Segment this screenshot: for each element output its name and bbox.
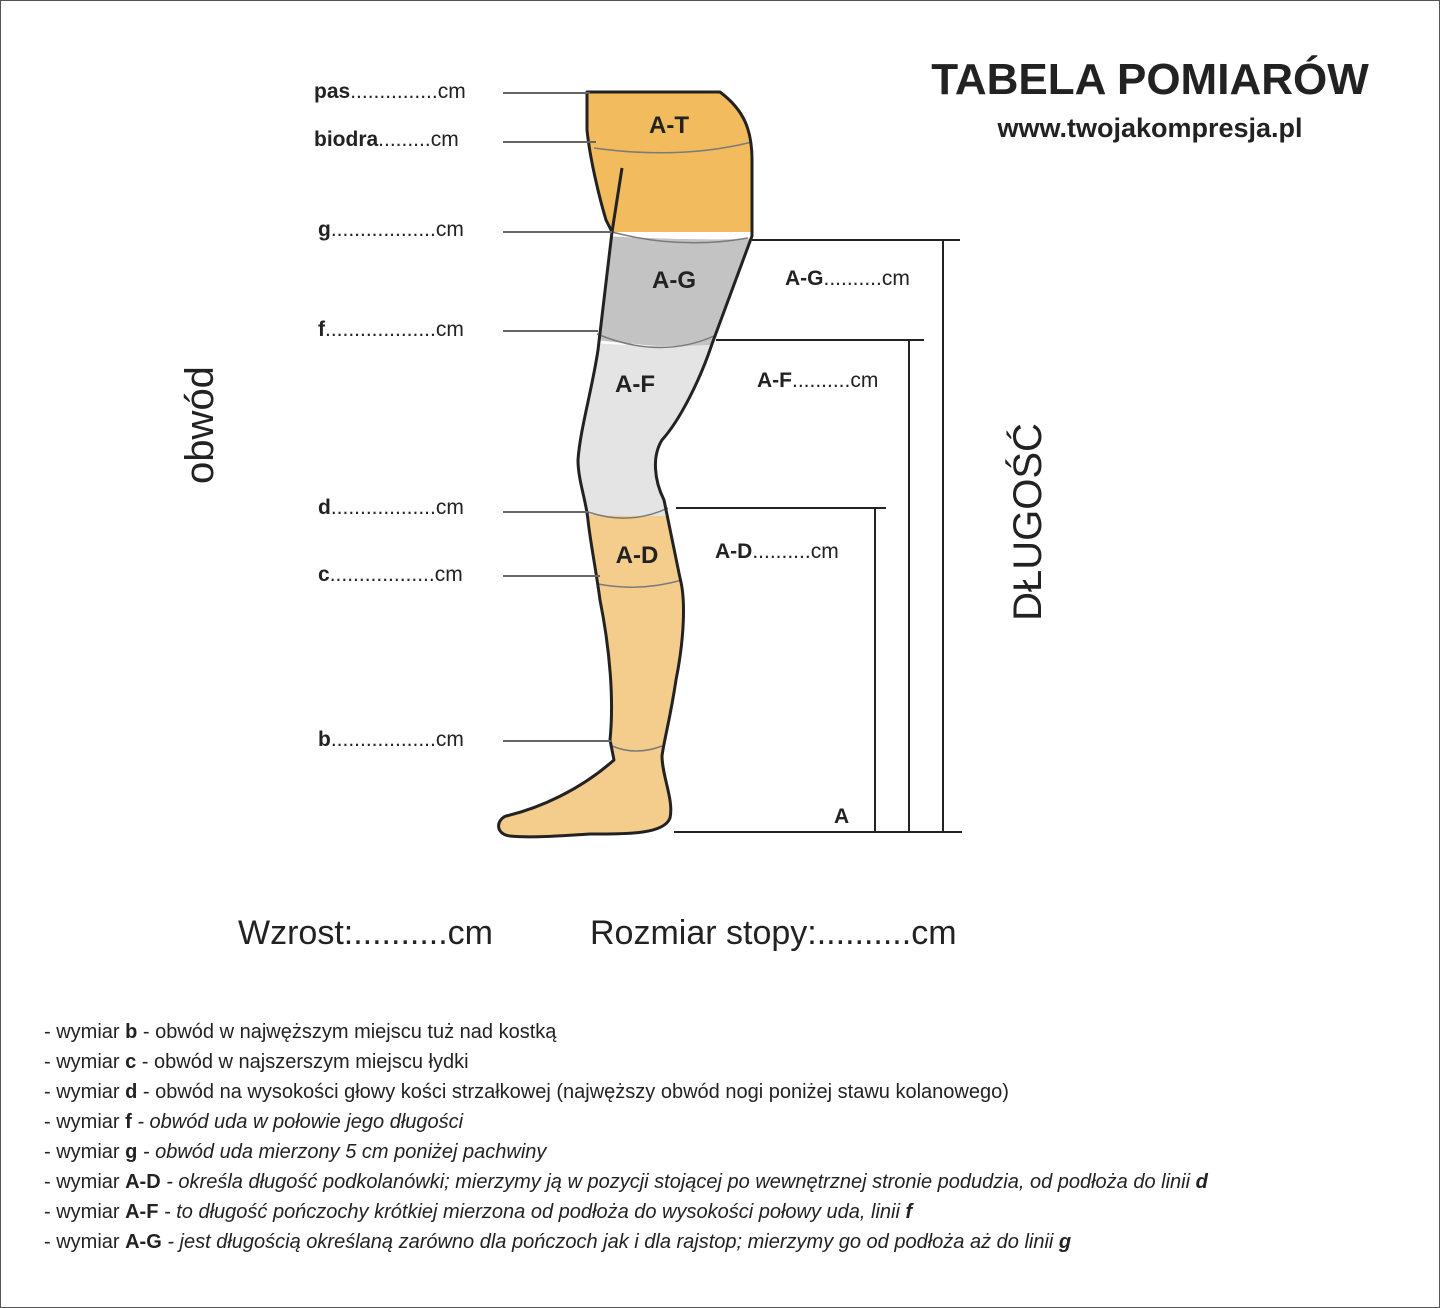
note-b: - wymiar b - obwód w najwęższym miejscu tuż nad kostką	[44, 1021, 557, 1043]
height-field: Wzrost:..........cm	[238, 914, 493, 952]
note-f: - wymiar f - obwód uda w połowie jego długości	[44, 1111, 464, 1133]
floor-label: A	[834, 805, 850, 828]
circ-label-b: b..................cm	[318, 728, 464, 751]
note-a-f: - wymiar A-F - to długość pończochy krótkiej mierzona od podłoża do wysokości połowy uda, linii f	[44, 1201, 913, 1223]
zone-label-ad: A-D	[615, 542, 659, 569]
note-g: - wymiar g - obwód uda mierzony 5 cm poniżej pachwiny	[44, 1141, 547, 1163]
circ-label-c: c..................cm	[318, 563, 463, 586]
axis-label-length: DŁUGOŚĆ	[1006, 423, 1050, 621]
note-c: - wymiar c - obwód w najszerszym miejscu łydki	[44, 1051, 469, 1073]
circumference-labels	[314, 80, 466, 751]
axis-label-circumference: obwód	[178, 366, 222, 484]
circ-label-pas: pas...............cm	[314, 80, 466, 103]
zone-af-fill	[480, 326, 800, 517]
length-label-ag: A-G..........cm	[785, 267, 910, 290]
note-d: - wymiar d - obwód na wysokości głowy kości strzałkowej (najwęższy obwód nogi poniżej stawu kolanowego)	[44, 1081, 1009, 1103]
circ-label-f: f...................cm	[318, 318, 464, 341]
circ-label-g: g..................cm	[318, 218, 464, 241]
length-label-af: A-F..........cm	[757, 369, 879, 392]
circ-label-d: d..................cm	[318, 496, 464, 519]
measurement-notes	[44, 1017, 1434, 1257]
website-url: www.twojakompresja.pl	[997, 113, 1303, 143]
circ-label-biodra: biodra.........cm	[314, 128, 459, 151]
zone-label-af: A-F	[615, 371, 655, 398]
length-label-ad: A-D..........cm	[715, 540, 839, 563]
page-title: TABELA POMIARÓW	[931, 55, 1369, 104]
zone-ag-fill	[480, 226, 800, 351]
zone-label-ag: A-G	[652, 267, 696, 294]
note-a-d: - wymiar A-D - określa długość podkolanówki; mierzymy ją w pozycji stojącej po wewnętrznej stronie podudzia, od podłoża do linii d	[44, 1171, 1208, 1193]
foot-size-field: Rozmiar stopy:..........cm	[590, 914, 957, 952]
length-labels	[715, 267, 910, 828]
note-a-g: - wymiar A-G - jest długością określaną zarówno dla pończoch jak i dla rajstop; mierzymy go od podłoża aż do linii g	[44, 1231, 1072, 1253]
zone-label-at: A-T	[649, 112, 689, 139]
